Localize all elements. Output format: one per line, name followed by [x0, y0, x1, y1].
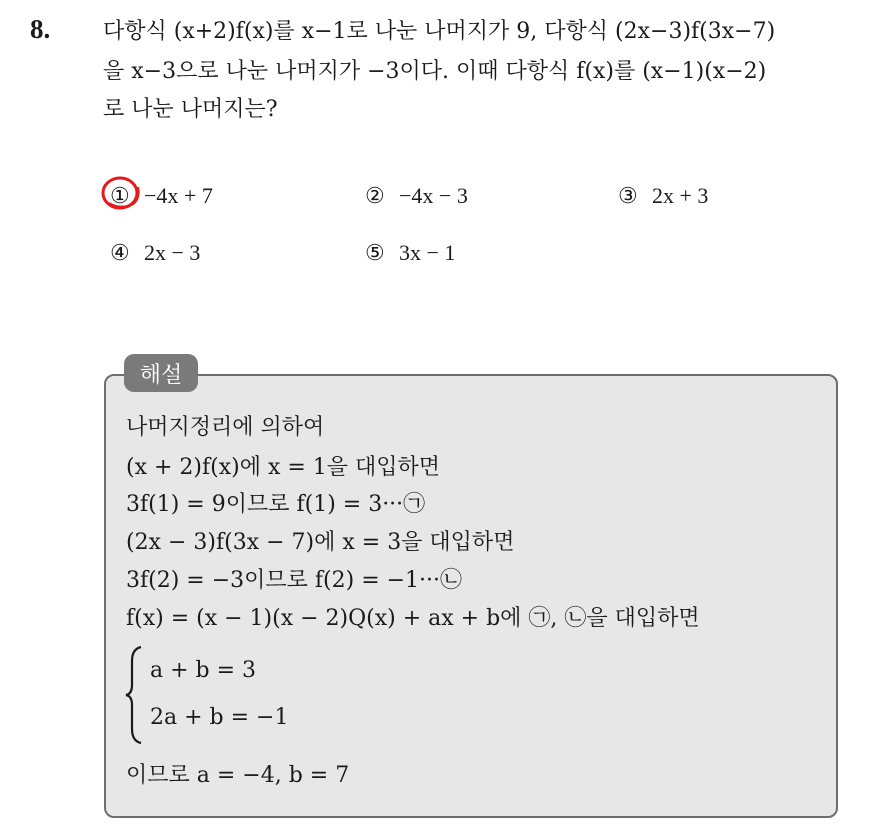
solution-conclusion: 이므로 a = −4, b = 7 — [126, 763, 350, 788]
choice-2-number: ② — [365, 183, 385, 208]
question-text-line-1: 다항식 (x+2)f(x)를 x−1로 나눈 나머지가 9, 다항식 (2x−3)f(3x−7) — [103, 19, 776, 44]
choice-2[interactable] — [365, 183, 468, 209]
choice-3-text: 2x + 3 — [652, 183, 709, 208]
equation-1: a + b = 3 — [150, 658, 257, 683]
question-text-line-2: 을 x−3으로 나눈 나머지가 −3이다. 이때 다항식 f(x)를 (x−1)(x−2) — [103, 59, 767, 84]
solution-line-5: 3f(2) = −3이므로 f(2) = −1···㉡ — [126, 568, 463, 593]
solution-line-2: (x + 2)f(x)에 x = 1을 대입하면 — [126, 455, 441, 480]
choice-5-number: ⑤ — [365, 240, 385, 265]
solution-line-6: f(x) = (x − 1)(x − 2)Q(x) + ax + b에 ㉠, ㉡을 대입하면 — [126, 606, 700, 631]
choice-4-text: 2x − 3 — [144, 240, 201, 265]
choice-5-text: 3x − 1 — [399, 240, 456, 265]
choice-3-number: ③ — [618, 183, 638, 208]
question-number: 8. — [30, 14, 51, 44]
choice-2-text: −4x − 3 — [399, 183, 468, 208]
choice-1-text: −4x + 7 — [144, 183, 213, 208]
equation-2: 2a + b = −1 — [150, 705, 289, 730]
choice-3[interactable] — [618, 183, 708, 209]
choice-1-number: ① — [110, 183, 130, 208]
choice-5[interactable] — [365, 240, 455, 266]
choice-1[interactable] — [110, 183, 213, 209]
solution-line-3: 3f(1) = 9이므로 f(1) = 3···㉠ — [126, 492, 426, 517]
choice-4-number: ④ — [110, 240, 130, 265]
solution-line-4: (2x − 3)f(3x − 7)에 x = 3을 대입하면 — [126, 530, 515, 555]
solution-tag: 해설 — [124, 354, 198, 392]
question-text-line-3: 로 나눈 나머지는? — [103, 97, 278, 122]
choice-4[interactable] — [110, 240, 200, 266]
solution-line-1: 나머지정리에 의하여 — [126, 415, 325, 440]
system-brace — [124, 645, 144, 745]
